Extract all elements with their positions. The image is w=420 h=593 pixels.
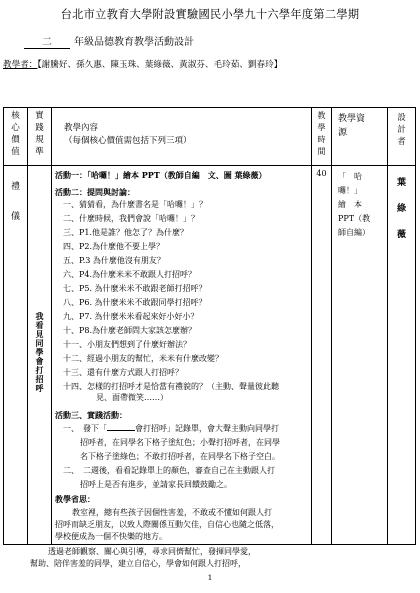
activity-three-item-1: 一、 發下「 會打招呼」記錄單，會大聲主動向同學打: [63, 424, 279, 433]
teachers-line: [3, 58, 282, 70]
question-4: 四、P2.為什麼他不要上學？: [63, 242, 165, 251]
reflection-line-4: 透過老師觀察、關心與引導，尋求同儕幫忙，發揮同學愛，: [48, 547, 256, 556]
activity-three-item-1-line-2: 招呼者，在同學名下格子塗紅色；小聲打招呼者，在同學: [80, 438, 280, 447]
page-number: 1: [207, 573, 213, 582]
teaching-content-cell: [52, 166, 312, 545]
grade-subtitle: [24, 33, 194, 49]
activity-two: 活動二：提問與討論：: [55, 187, 135, 197]
header-teaching-time: 教 學 時 間: [312, 108, 332, 166]
teaching-time-cell: [312, 166, 332, 545]
header-practice-criteria: 實 踐 規 準: [28, 108, 52, 166]
teaching-resources-cell: 「 哈 囉！」 繪 本 PPT（教 師自編）: [332, 166, 388, 545]
header-designer: 設 計 者: [388, 108, 416, 166]
activity-three-item-1-line-3: 名下格子塗綠色；不敢打招呼者，在同學名下格子空白。: [80, 452, 280, 461]
question-3: 三、P1.他是誰？他怎了？為什麼？: [63, 228, 189, 237]
header-core-value: 核 心 價 值: [4, 108, 28, 166]
question-8: 八、P6. 為什麼米米不敢跟同學打招呼？: [63, 298, 207, 307]
question-14: 十四、怎樣的打招呼才是恰當有禮貌的？（主動、聲量彼此聽: [63, 382, 279, 391]
activity-three-item-2-line-2: 招呼上是否有進步，並請家長回饋鼓勵之。: [80, 480, 232, 489]
teachers-label: 教學者：: [3, 60, 38, 70]
question-10: 十、P8.為什麼老師問大家該怎麼辦？: [63, 326, 197, 335]
core-value-cell: 禮 儀: [4, 166, 28, 545]
document-title: 台北市立教育大學附設實驗國民小學九十六學年度第二學期: [60, 8, 360, 21]
teachers-list: 【謝騰好、孫久惠、陳玉珠、葉綠薇、黃淑芬、毛玲茹、劉春玲】: [37, 60, 283, 70]
question-5: 五、P.3 為什麼他沒有朋友？: [63, 256, 165, 265]
reflection-line-1: 教室裡，總有些孩子因個性害羞，不敢或不懂如何跟人打: [72, 508, 272, 517]
designer-cell: 葉 綠 薇: [388, 166, 416, 545]
practice-criteria-cell: 我 看 見 同 學 會 打 招 呼: [28, 166, 52, 545]
reflection-line-3: 學校便成為一個不快樂的地方。: [55, 532, 167, 541]
question-7: 七、P5. 為什麼米米不敢跟老師打招呼？: [63, 284, 207, 293]
header-teaching-content: [52, 108, 312, 166]
grade-value: 二: [24, 33, 70, 49]
question-12: 十二、經過小朋友的幫忙，米米有什麼改變？: [63, 354, 223, 363]
lesson-table: [3, 107, 416, 545]
time-value: 40: [316, 169, 327, 178]
question-2: 二、什麼時候，我們會說「哈囉！」？: [63, 214, 199, 223]
question-1: 一、猜猜看，為什麼書名是「哈囉！」？: [63, 200, 207, 209]
reflection-line-2: 招呼而缺乏朋友，以致人際關係互動欠佳，自信心也隨之低落，: [55, 520, 279, 529]
activity-three: 活動三、實踐活動：: [55, 410, 127, 420]
reflection-line-5: 幫助、陪伴害羞的同學，建立自信心，學會如何跟人打招呼，: [30, 559, 246, 568]
question-14-cont: 見、面帶微笑……）: [96, 393, 168, 402]
header-content-title: 教學內容: [64, 123, 99, 133]
question-9: 九、P7. 為什麼米米看起來好小好小？: [63, 312, 199, 321]
header-content-note: （每個核心價值需包括下列三項）: [64, 136, 192, 146]
blank-line: [107, 430, 135, 431]
question-13: 十三、還有什麼方式跟人打招呼？: [63, 368, 183, 377]
question-11: 十一、小朋友們想到了什麼好辦法？: [63, 340, 191, 349]
activity-three-item-2: 二、 二週後，看看記錄單上的顏色，審查自己在主動跟人打: [63, 466, 275, 475]
header-teaching-resources: 教學資 源: [332, 108, 388, 166]
subtitle-text: 年級品德教育教學活動設計: [74, 37, 194, 48]
question-6: 六、P4.為什麼米米不敢跟人打招呼？: [63, 270, 197, 279]
reflection-heading: 教學省思：: [55, 494, 95, 504]
activity-one: 活動一：「哈囉！」繪本 PPT（教師自編 文、圖 葉綠薇）: [55, 170, 267, 180]
